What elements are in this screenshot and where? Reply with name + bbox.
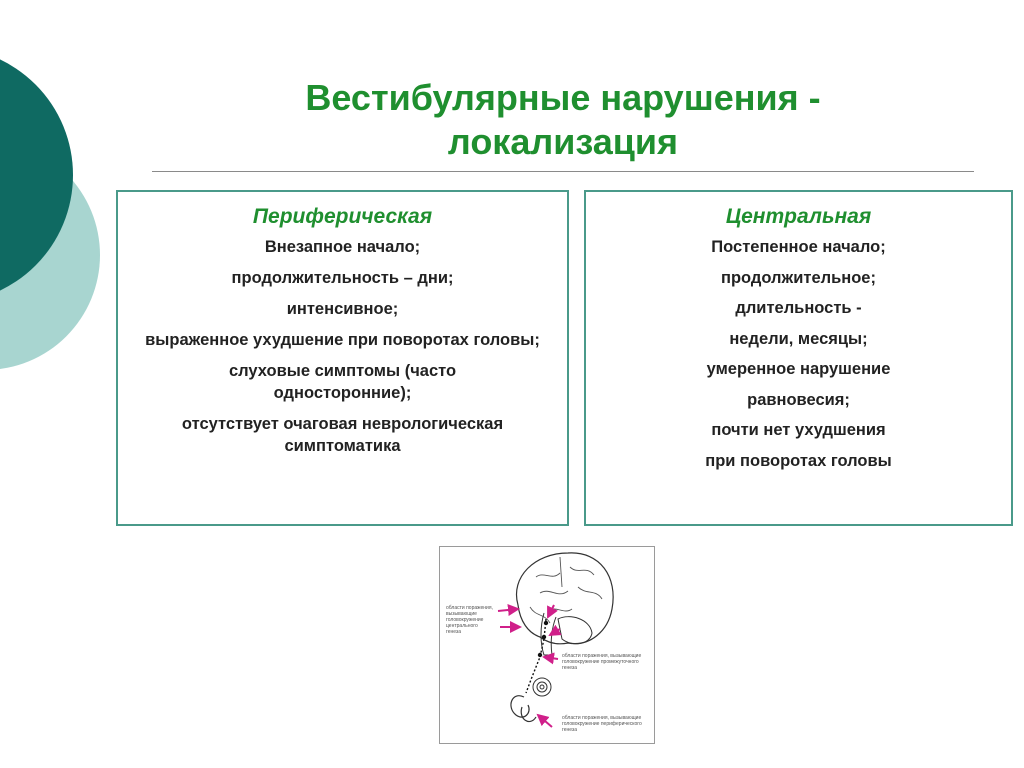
list-item: отсутствует очаговая неврологическая симптоматика (181, 415, 504, 455)
arrow-central-1 (498, 609, 518, 611)
list-item: при поворотах головы (705, 451, 892, 470)
arrow-peripheral (538, 715, 552, 727)
list-item: длительность - (735, 299, 862, 317)
central-heading: Центральная (725, 205, 872, 228)
peripheral-heading: Периферическая (252, 205, 433, 228)
lesion-dot (542, 635, 546, 639)
brain-folds (530, 557, 602, 623)
list-item: недели, месяцы; (729, 329, 868, 348)
list-item: продолжительность – дни; (231, 269, 454, 287)
caption-central-genesis: области поражения, вызывающие головокружение центрального генеза (446, 605, 493, 635)
arrow-central-3 (548, 605, 554, 617)
cerebellum (558, 617, 592, 644)
semicircular-canals (511, 696, 536, 722)
list-item: интенсивное; (286, 300, 399, 318)
peripheral-list (118, 236, 567, 457)
title-divider (152, 171, 974, 172)
peripheral-card (116, 190, 569, 526)
list-item: продолжительное; (721, 268, 876, 287)
brain-ear-drawing (440, 547, 654, 743)
list-item: выраженное ухудшение при поворотах головы; (145, 331, 540, 349)
list-item: умеренное нарушение (706, 360, 891, 378)
central-list (586, 236, 1011, 472)
cochlea-inner (537, 682, 547, 692)
list-item: Постепенное начало; (711, 238, 886, 256)
lesion-dot (544, 621, 548, 625)
caption-intermediate-genesis: области поражения, вызывающие головокружение промежуточного генеза (562, 653, 642, 671)
list-item: Внезапное начало; (264, 238, 421, 256)
title-line-2: локализация (447, 121, 679, 162)
caption-peripheral-genesis: области поражения, вызывающие головокружение периферического генеза (562, 715, 642, 733)
slide-title (150, 76, 976, 164)
cochlea (533, 678, 551, 696)
arrow-middle (544, 657, 558, 659)
vestibular-lesion-diagram (439, 546, 655, 744)
title-line-1: Вестибулярные нарушения - (305, 77, 821, 118)
cochlea-core (540, 685, 544, 689)
list-item: почти нет ухудшения (711, 421, 886, 439)
central-card (584, 190, 1013, 526)
slide-decoration (0, 0, 120, 420)
list-item: равновесия; (747, 390, 850, 409)
list-item: слуховые симптомы (часто односторонние); (228, 362, 457, 402)
brainstem (541, 613, 556, 655)
lesion-dot (538, 653, 542, 657)
brain-outline (516, 553, 613, 644)
